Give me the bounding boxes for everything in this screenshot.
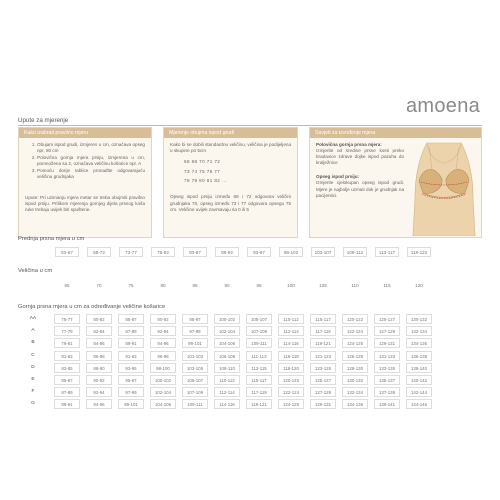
cup-range-cell: 132-134	[406, 326, 432, 336]
front-measure-cell: 78-82	[151, 247, 175, 257]
cup-range-cell: 125-127	[310, 375, 336, 385]
page-heading: Upute za mjerenje	[18, 117, 69, 124]
cup-range-cell: 83-85	[54, 363, 80, 373]
front-measure-cell: 83-87	[183, 247, 207, 257]
step-list	[25, 142, 145, 181]
cup-label: B	[31, 340, 35, 346]
cup-range-cell: 104-106	[150, 399, 176, 409]
cup-range-cell: 95-97	[182, 314, 208, 324]
cup-range-cell: 113-115	[246, 363, 272, 373]
cup-label: A	[31, 328, 35, 334]
cup-range-cell: 90-92	[86, 375, 112, 385]
cup-range-cell: 115-117	[246, 375, 272, 385]
cup-range-cell: 90-92	[150, 314, 176, 324]
cup-range-cell: 99-101	[118, 399, 144, 409]
cup-range-cell: 100-102	[214, 314, 240, 324]
box-note: Opseg ispod prsiju između 68 i 72 odgovara veličini grudnjaka 70, opseg između 73 i 77 odgovara opsegu 75 cm. Veličine uvijek zavrsavaju sa 0 ili 5	[170, 194, 291, 212]
cup-range-cell: 107-109	[182, 387, 208, 397]
cup-label: E	[31, 377, 35, 382]
box-title: Savjeti za izvođenje mjera	[310, 128, 481, 138]
cup-range-cell: 82-84	[86, 326, 112, 336]
cup-range-cell: 114-116	[278, 338, 304, 348]
cup-range-cell: 130-132	[406, 314, 432, 324]
cup-range-cell: 99-101	[182, 338, 208, 348]
cup-range-cell: 91-93	[118, 351, 144, 361]
size-cell: 105	[311, 281, 335, 291]
cup-range-cell: 92-94	[150, 326, 176, 336]
cup-range-cell: 88-90	[86, 363, 112, 373]
front-measure-cell: 63-67	[55, 247, 79, 257]
cup-range-cell: 102-104	[150, 387, 176, 397]
cup-range-cell: 114-116	[214, 399, 240, 409]
cup-range-cell: 124-126	[342, 338, 368, 348]
box-intro: Kako bi se dobili standardnu veličinu, veličina je podijeljena u skupine po 5cm	[170, 142, 291, 154]
size-cell: 115	[375, 281, 399, 291]
cup-range-cell: 77-79	[54, 326, 80, 336]
cup-range-cell: 81-83	[54, 351, 80, 361]
cup-range-cell: 109-111	[246, 338, 272, 348]
cup-range-cell: 117-119	[246, 387, 272, 397]
cup-range-cell: 127-129	[374, 326, 400, 336]
box-title: Kako izabrati pravilno mjeru	[19, 128, 151, 138]
size-cell: 110	[343, 281, 367, 291]
cup-range-cell: 98-100	[150, 363, 176, 373]
cup-range-cell: 135-137	[374, 375, 400, 385]
cup-range-cell: 107-109	[246, 326, 272, 336]
cup-range-cell: 137-139	[374, 387, 400, 397]
front-measure-cell: 118-122	[407, 247, 431, 257]
cup-range-cell: 85-87	[118, 314, 144, 324]
cup-range-cell: 93-95	[118, 363, 144, 373]
divider	[18, 125, 482, 126]
cup-range-cell: 86-88	[86, 351, 112, 361]
number-group: 68 69 70 71 72	[184, 159, 221, 165]
number-group: 78 79 80 81 82 ...	[184, 178, 227, 184]
step-item: 3. Pomoću donje tablice pronađite odgovarajuću veličinu grudnjaka	[37, 168, 145, 180]
tip-text: Izmjerite cjelokupan opseg ispod grudi. Mjere je najbolje uzmati dok je grudnjak na pacijentici.	[316, 180, 404, 198]
cup-range-cell: 100-102	[150, 375, 176, 385]
cup-range-cell: 128-130	[342, 363, 368, 373]
cup-range-cell: 134-136	[406, 338, 432, 348]
cup-range-cell: 117-119	[310, 326, 336, 336]
cup-range-cell: 116-118	[278, 351, 304, 361]
cup-range-cell: 126-128	[342, 351, 368, 361]
cup-range-cell: 105-107	[182, 375, 208, 385]
cup-range-cell: 87-89	[118, 326, 144, 336]
size-cell: 75	[119, 281, 143, 291]
cup-range-cell: 106-108	[214, 351, 240, 361]
cup-range-cell: 97-99	[182, 326, 208, 336]
size-cell: 85	[183, 281, 207, 291]
tip-subtitle: Polovična gornja prsna mjera:	[316, 142, 382, 147]
size-cell: 100	[279, 281, 303, 291]
front-measure-cell: 68-72	[87, 247, 111, 257]
size-cell: 70	[87, 281, 111, 291]
cup-range-cell: 112-114	[214, 387, 240, 397]
cup-range-cell: 87-89	[54, 387, 80, 397]
size-cell: 90	[215, 281, 239, 291]
number-group: 73 74 75 76 77	[184, 168, 221, 174]
brand-logo: amoena	[406, 95, 481, 117]
tip-subtitle: Opseg ispod prsiju:	[316, 174, 360, 180]
cup-range-cell: 105-107	[246, 314, 272, 324]
front-measure-cell: 98-102	[279, 247, 303, 257]
info-box-underbust	[163, 127, 298, 238]
box-note: Upute: Pri uzimanju mjera metar se treba obujmiti pravilno ispod prsiju. Prilikom mjerenja gornjeg dijela prsnog koša ruke trebaju uvijek biti spuštene.	[25, 194, 145, 212]
cup-range-cell: 75-77	[54, 314, 80, 324]
cup-range-cell: 94-96	[86, 399, 112, 409]
cup-range-cell: 134-136	[342, 399, 368, 409]
cup-range-cell: 111-113	[246, 351, 272, 361]
cup-range-cell: 129-131	[374, 338, 400, 348]
cup-range-cell: 120-122	[342, 314, 368, 324]
box-title: Mjerenje obujma ispod grudi	[164, 128, 297, 138]
cup-range-cell: 119-121	[246, 399, 272, 409]
cup-range-cell: 109-111	[182, 399, 208, 409]
cup-range-cell: 84-86	[86, 338, 112, 348]
size-label: Veličina u cm	[18, 268, 53, 274]
front-measure-label: Prednja prsna mjera u cm	[18, 236, 85, 242]
cup-range-cell: 97-99	[118, 387, 144, 397]
front-measure-cell: 103-107	[311, 247, 335, 257]
cup-range-cell: 95-97	[118, 375, 144, 385]
cup-range-cell: 129-131	[310, 399, 336, 409]
cup-range-cell: 136-138	[406, 351, 432, 361]
cup-label: D	[31, 364, 35, 370]
info-box-size-selection	[18, 127, 152, 238]
size-cell: 65	[55, 281, 79, 291]
cup-range-cell: 131-133	[374, 351, 400, 361]
torso-measurement-illustration	[409, 137, 479, 236]
cup-range-cell: 133-135	[374, 363, 400, 373]
cup-label: C	[31, 352, 35, 358]
size-cell: 95	[247, 281, 271, 291]
cup-range-cell: 110-112	[214, 375, 240, 385]
cup-range-cell: 118-120	[278, 363, 304, 373]
front-measure-cell: 73-77	[119, 247, 143, 257]
cup-range-cell: 122-124	[278, 387, 304, 397]
step-item: 1. Obujam ispod grudi, izmjeren u cm, označava opseg npr. 80 cm	[37, 142, 145, 154]
cup-range-cell: 142-144	[406, 387, 432, 397]
cup-range-cell: 138-140	[406, 363, 432, 373]
tip-text: Izmjerite od sredine prsne kosti preko bradavice zdrave dojke ispod pazuha do kralježnice	[316, 148, 404, 166]
cup-range-cell: 103-105	[182, 363, 208, 373]
cup-range-cell: 80-82	[86, 314, 112, 324]
cup-label: F	[31, 389, 35, 395]
cup-range-cell: 140-142	[406, 375, 432, 385]
cup-range-cell: 132-134	[342, 387, 368, 397]
cup-label: AA	[29, 316, 37, 321]
cup-range-cell: 121-123	[310, 351, 336, 361]
front-measure-cell: 108-112	[343, 247, 367, 257]
cup-range-cell: 85-87	[54, 375, 80, 385]
cup-range-cell: 94-96	[150, 338, 176, 348]
upper-measure-label: Gornja prsna mjera u cm za određivanje veličine košarice	[18, 304, 166, 310]
cup-range-cell: 102-104	[214, 326, 240, 336]
cup-range-cell: 110-112	[278, 314, 304, 324]
cup-range-cell: 101-103	[182, 351, 208, 361]
cup-range-cell: 125-127	[374, 314, 400, 324]
cup-range-cell: 104-106	[214, 338, 240, 348]
size-cell: 120	[407, 281, 431, 291]
cup-range-cell: 127-129	[310, 387, 336, 397]
cup-label: G	[31, 401, 35, 407]
cup-range-cell: 130-132	[342, 375, 368, 385]
cup-range-cell: 120-122	[278, 375, 304, 385]
step-item: 2. Polovična gornja mjera prsiju, izmjerena u cm, pomnožena sa 2, označava veličinu košarice npr. A	[37, 155, 145, 167]
cup-range-cell: 96-98	[150, 351, 176, 361]
cup-range-cell: 119-121	[310, 338, 336, 348]
number-groups	[184, 159, 291, 184]
cup-range-cell: 123-125	[310, 363, 336, 373]
front-measure-cell: 113-117	[375, 247, 399, 257]
size-cell: 80	[151, 281, 175, 291]
cup-range-cell: 108-110	[214, 363, 240, 373]
cup-range-cell: 124-126	[278, 399, 304, 409]
cup-range-cell: 144-146	[406, 399, 432, 409]
cup-range-cell: 112-114	[278, 326, 304, 336]
cup-range-cell: 122-124	[342, 326, 368, 336]
cup-range-cell: 89-91	[54, 399, 80, 409]
cup-range-cell: 92-94	[86, 387, 112, 397]
cup-range-cell: 79-81	[54, 338, 80, 348]
front-measure-cell: 93-97	[247, 247, 271, 257]
cup-range-cell: 139-141	[374, 399, 400, 409]
front-measure-cell: 88-92	[215, 247, 239, 257]
cup-range-cell: 89-91	[118, 338, 144, 348]
cup-range-cell: 115-117	[310, 314, 336, 324]
